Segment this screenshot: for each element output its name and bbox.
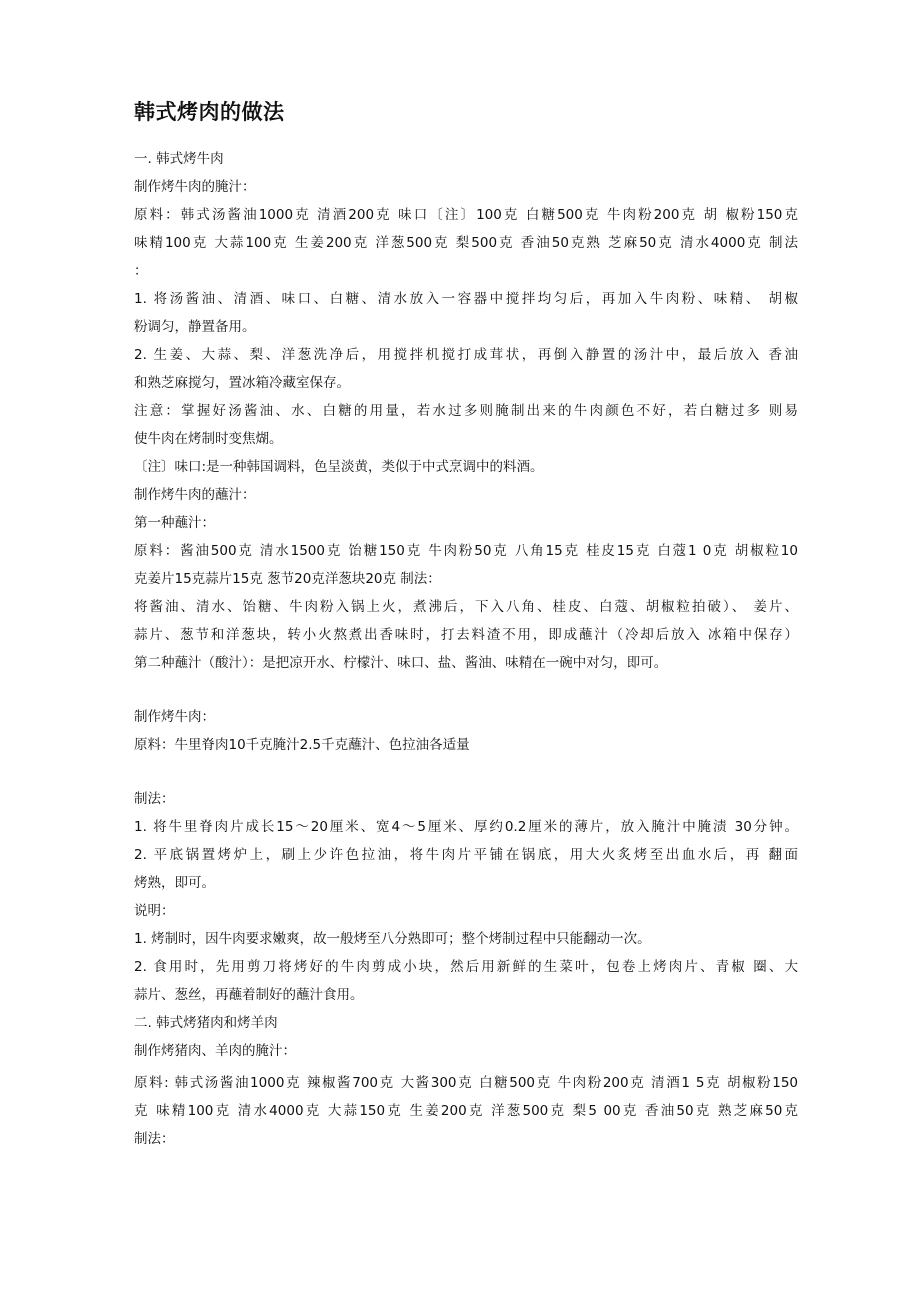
text-line: 原料：韩式汤酱油1000克 清酒200克 味口〔注〕100克 白糖500克 牛肉粉200克 胡 椒粉150克 (134, 207, 798, 223)
text-line: 一. 韩式烤牛肉 (134, 151, 224, 167)
text-line: 第二种蘸汁（酸汁）：是把凉开水、柠檬汁、味口、盐、酱油、味精在一碗中对匀，即可。 (134, 655, 668, 671)
text-line: 第一种蘸汁： (134, 515, 215, 531)
text-line: 制法： (134, 791, 175, 807)
text-line: 1. 将牛里脊肉片成长15〜20厘米、宽4〜5厘米、厚约0.2厘米的薄片，放入腌汁中腌渍 30分钟。 (134, 819, 798, 835)
text-line: 制法： (134, 1131, 175, 1147)
text-line: 原料：牛里脊肉10千克腌汁2.5千克蘸汁、色拉油各适量 (134, 737, 470, 753)
text-line: 制作烤牛肉： (134, 709, 215, 725)
text-line: 1. 将汤酱油、清酒、味口、白糖、清水放入一容器中搅拌均匀后，再加入牛肉粉、味精、 胡椒 (134, 291, 798, 307)
text-line: 原料: 韩式汤酱油1000克 辣椒酱700克 大酱300克 白糖500克 牛肉粉200克 清酒1 5克 胡椒粉150 (134, 1075, 798, 1091)
paragraph-gap (134, 759, 798, 785)
paragraph-gap (134, 677, 798, 703)
text-line: 味精100克 大蒜100克 生姜200克 洋葱500克 梨500克 香油50克熟 芝麻50克 清水4000克 制法 (134, 235, 798, 251)
text-line: 烤熟，即可。 (134, 875, 215, 891)
text-line: 蒜片、葱节和洋葱块，转小火熬煮出香味时，打去料渣不用，即成蘸汁（冷却后放入 冰箱中保存） (134, 627, 798, 643)
text-line: 克姜片15克蒜片15克 葱节20克洋葱块20克 制法： (134, 571, 441, 587)
text-line: 〔注〕味口:是一种韩国调料，色呈淡黄，类似于中式烹调中的料酒。 (134, 459, 544, 475)
text-line: 粉调匀，静置备用。 (134, 319, 256, 335)
text-line: 2. 食用时，先用剪刀将烤好的牛肉剪成小块，然后用新鲜的生菜叶，包卷上烤肉片、青椒 圈、大 (134, 959, 798, 975)
text-line: 和熟芝麻搅匀，置冰箱冷藏室保存。 (134, 375, 350, 391)
text-line: 制作烤牛肉的腌汁： (134, 179, 256, 195)
text-line: 制作烤牛肉的蘸汁： (134, 487, 256, 503)
page-title: 韩式烤肉的做法 (134, 100, 285, 124)
text-line: 将酱油、清水、饴糖、牛肉粉入锅上火，煮沸后，下入八角、桂皮、白蔻、胡椒粒拍破）、 姜片、 (134, 599, 798, 615)
text-line: 说明： (134, 903, 175, 919)
text-line: 克 味精100克 清水4000克 大蒜150克 生姜200克 洋葱500克 梨5 00克 香油50克 熟芝麻50克 (134, 1103, 798, 1119)
text-line: 注意：掌握好汤酱油、水、白糖的用量，若水过多则腌制出来的牛肉颜色不好，若白糖过多 则易 (134, 403, 798, 419)
text-line: 二. 韩式烤猪肉和烤羊肉 (134, 1015, 278, 1031)
document-body (134, 145, 798, 1153)
text-line: 制作烤猪肉、羊肉的腌汁： (134, 1043, 296, 1059)
text-line: 原料：酱油500克 清水1500克 饴糖150克 牛肉粉50克 八角15克 桂皮15克 白蔻1 0克 胡椒粒10 (134, 543, 798, 559)
text-line: 1. 烤制时，因牛肉要求嫩爽，故一般烤至八分熟即可；整个烤制过程中只能翻动一次。 (134, 931, 651, 947)
text-line: 使牛肉在烤制时变焦煳。 (134, 431, 283, 447)
text-line: 2. 生姜、大蒜、梨、洋葱洗净后，用搅拌机搅打成茸状，再倒入静置的汤汁中，最后放入 香油 (134, 347, 798, 363)
text-line: ： (134, 263, 148, 279)
text-line: 蒜片、葱丝，再蘸着制好的蘸汁食用。 (134, 987, 364, 1003)
text-line: 2. 平底锅置烤炉上，刷上少许色拉油，将牛肉片平铺在锅底，用大火炙烤至出血水后，再 翻面 (134, 847, 798, 863)
